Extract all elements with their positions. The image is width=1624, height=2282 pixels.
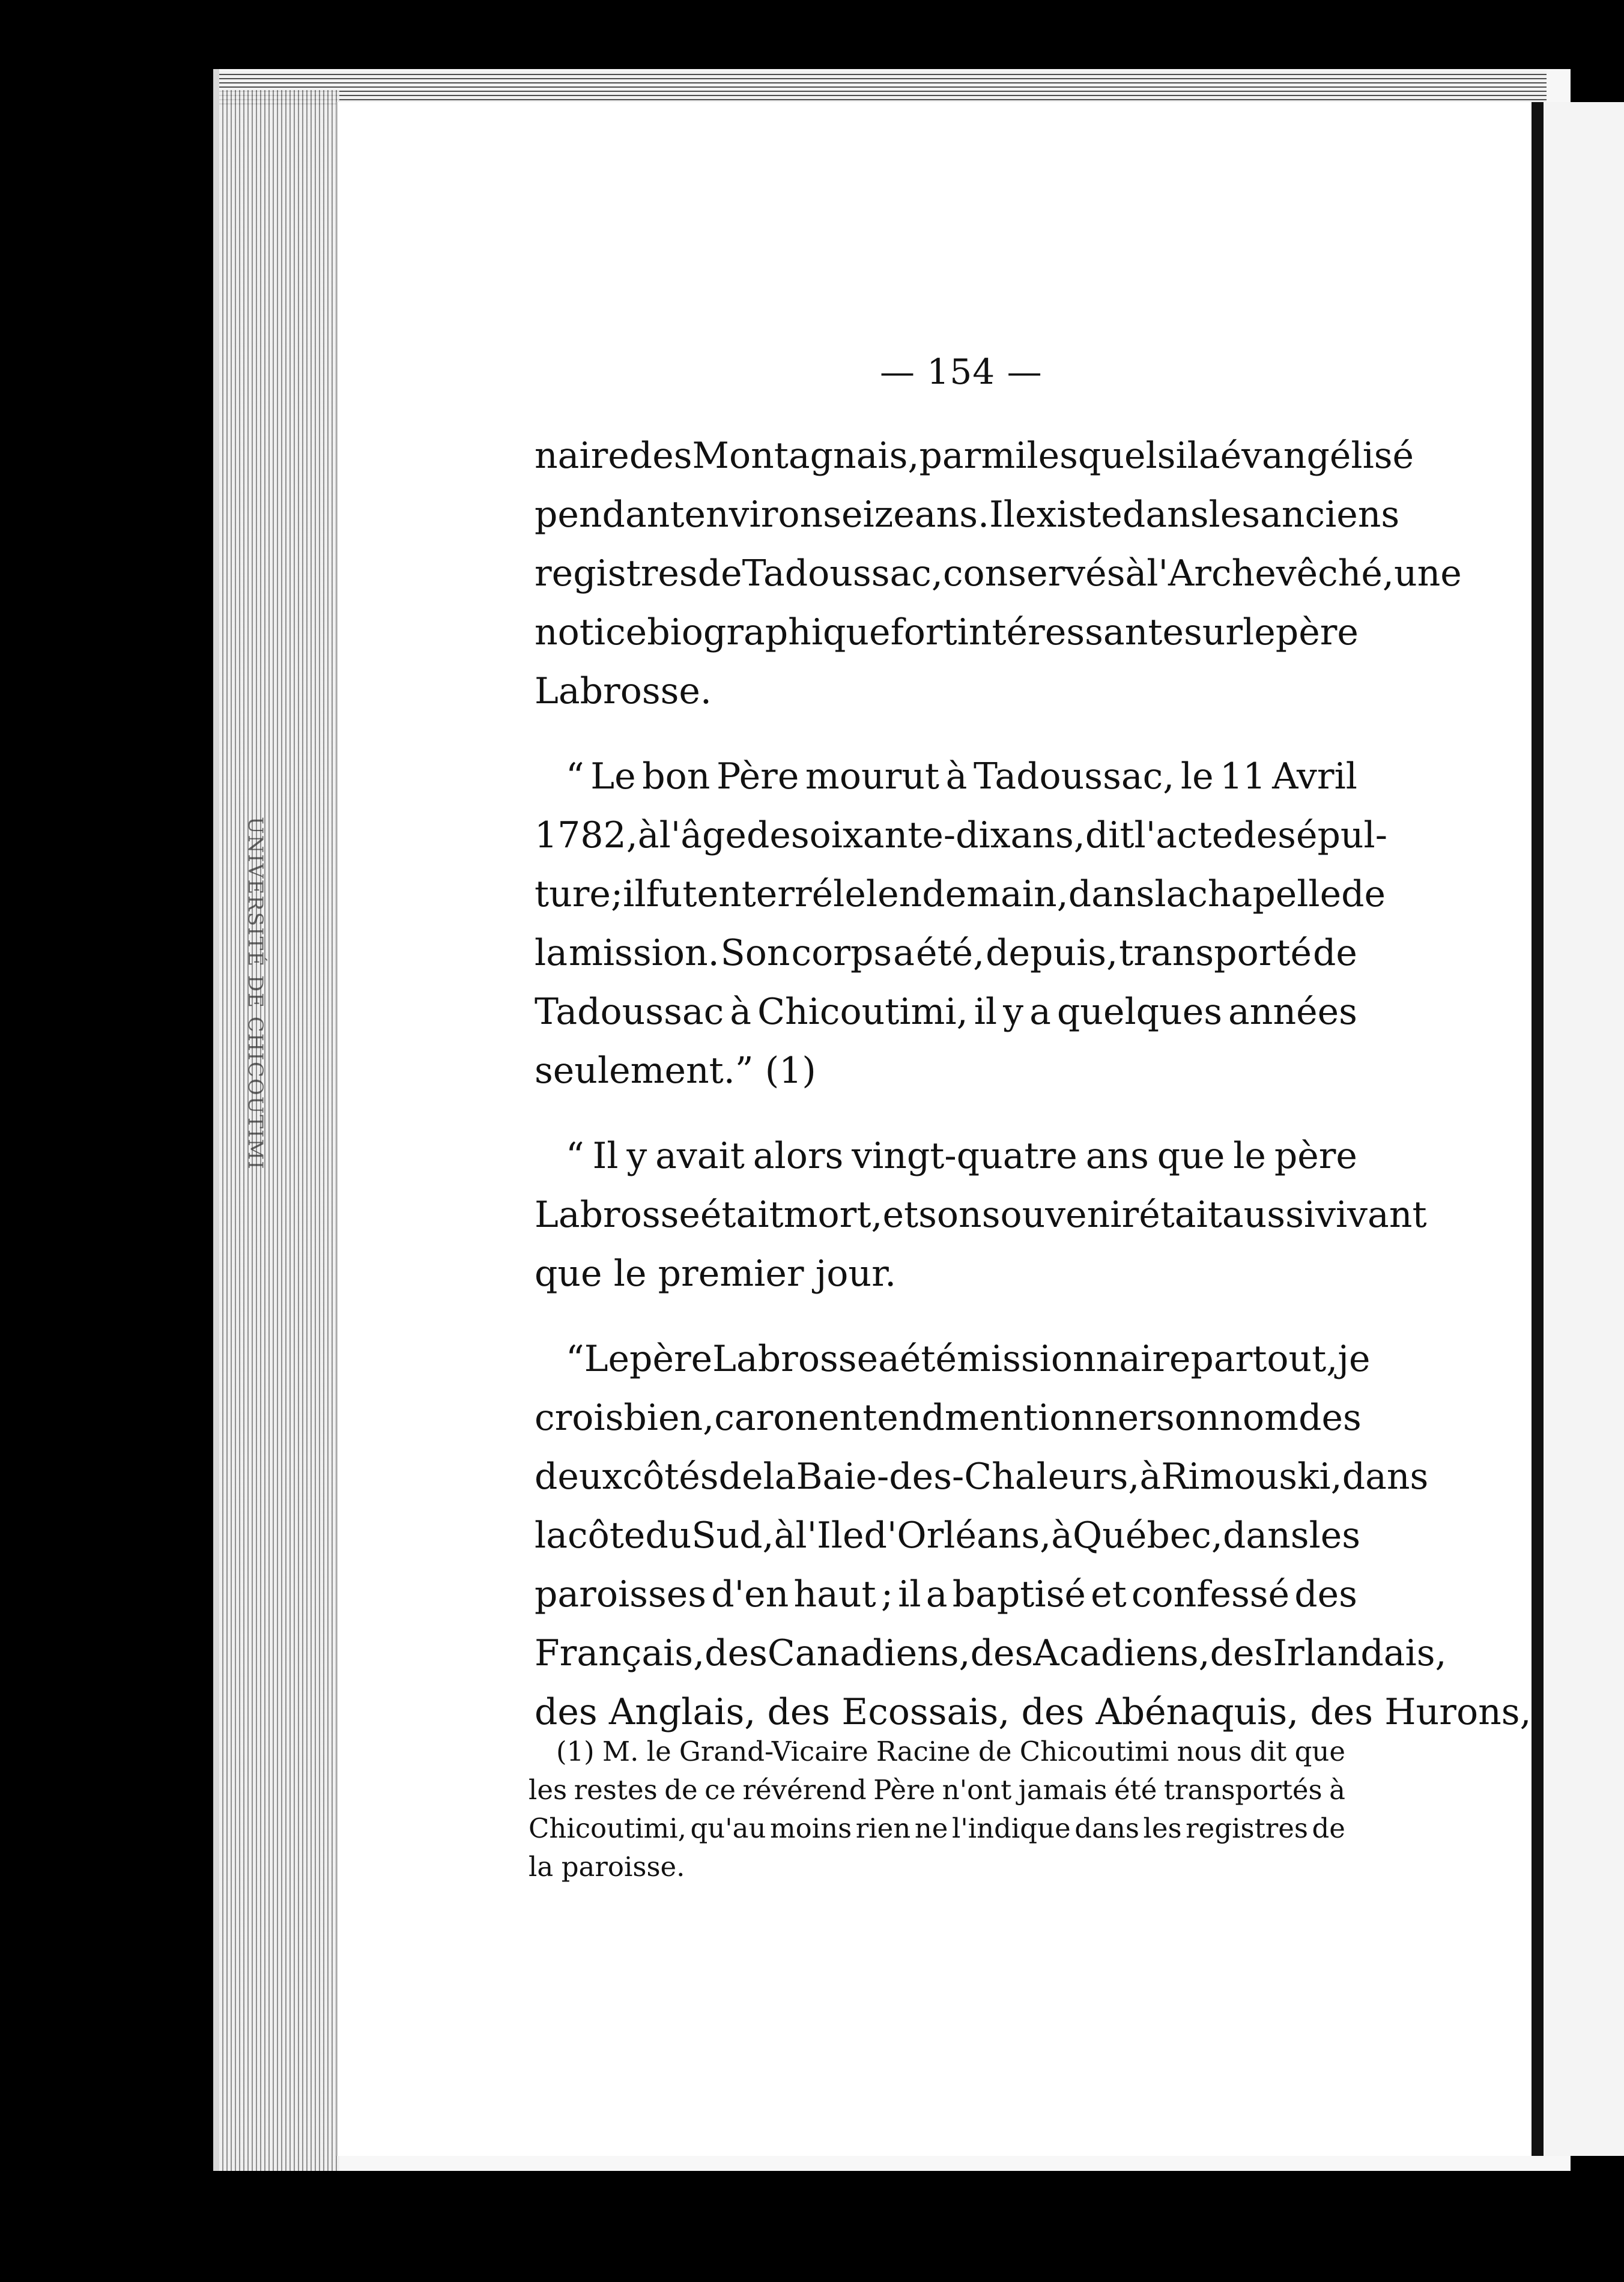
text-line: deux côtés de la Baie-des-Chaleurs, à Rimouski, dans <box>535 1456 1429 1498</box>
text-line: “ Le père Labrosse a été missionnaire partout, je <box>566 1338 1371 1380</box>
paragraph <box>535 1330 1532 1742</box>
text-line: crois bien, car on entend mentionner son nom des <box>535 1397 1362 1439</box>
text-line: Labrosse était mort, et son souvenir était aussi vivant <box>535 1194 1427 1236</box>
body-text <box>535 426 1532 1742</box>
page-number: — 154 — <box>880 351 1043 392</box>
paragraph <box>535 1127 1427 1303</box>
text-line: la mission. Son corps a été, depuis, transporté de <box>535 932 1357 974</box>
text-line: que le premier jour. <box>535 1253 897 1295</box>
text-line: 1782, à l'âge de soixante-dix ans, dit l'acte de sépul- <box>535 814 1387 856</box>
text-line: des Anglais, des Ecossais, des Abénaquis, des Hurons, <box>535 1691 1532 1733</box>
text-line: Tadoussac à Chicoutimi, il y a quelques années <box>535 991 1357 1033</box>
library-stamp-text: UNIVERSITÉ DE CHICOUTIMI <box>243 817 267 1170</box>
text-line: ture ; il fut enterré le lendemain, dans la chapelle de <box>535 873 1386 915</box>
text-line: la paroisse. <box>529 1851 685 1883</box>
text-line: pendant environ seize ans. Il existe dans les anciens <box>535 494 1400 536</box>
text-line: notice biographique fort intéressante sur le père <box>535 611 1359 653</box>
text-line: les restes de ce révérend Père n'ont jamais été transportés à <box>529 1774 1345 1806</box>
right-page-gutter <box>1532 102 1544 2156</box>
facing-page <box>1544 102 1624 2156</box>
text-line: (1) M. le Grand-Vicaire Racine de Chicoutimi nous dit que <box>556 1736 1345 1767</box>
text-line: la côte du Sud, à l'Ile d'Orléans, à Québec, dans les <box>535 1515 1361 1557</box>
paragraph <box>535 426 1462 721</box>
text-line: registres de Tadoussac, conservés à l'Archevêché, une <box>535 552 1462 595</box>
text-line: naire des Montagnais, parmi lesquels il a évangélisé <box>535 435 1414 477</box>
text-line: Français, des Canadiens, des Acadiens, des Irlandais, <box>535 1632 1447 1674</box>
page-top-edges <box>219 71 1547 106</box>
text-line: “ Le bon Père mourut à Tadoussac, le 11 Avril <box>566 755 1357 797</box>
text-line: Chicoutimi, qu'au moins rien ne l'indique dans les registres de <box>529 1812 1345 1844</box>
paragraph <box>535 747 1387 1100</box>
footnote <box>529 1733 1345 1886</box>
library-stamp <box>231 817 267 1273</box>
text-line: seulement.” (1) <box>535 1050 816 1092</box>
text-line: “ Il y avait alors vingt-quatre ans que le père <box>566 1135 1357 1177</box>
text-line: paroisses d'en haut ; il a baptisé et confessé des <box>535 1573 1357 1615</box>
text-line: Labrosse. <box>535 670 712 712</box>
